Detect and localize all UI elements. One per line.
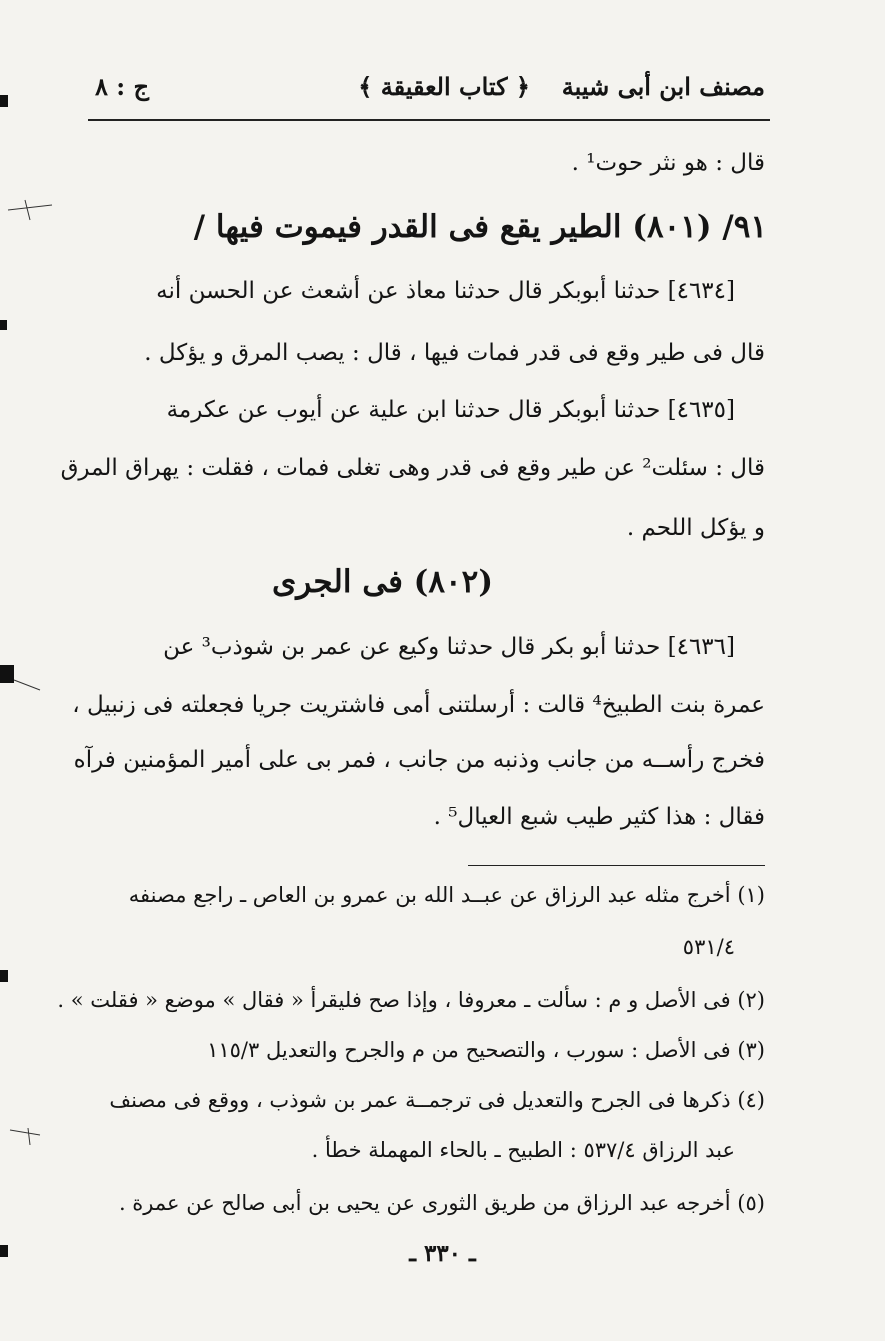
body-line: [٤٦٣٦] حدثنا أبو بكر قال حدثنا وكيع عن عمر بن شوذب³ عن bbox=[163, 634, 735, 660]
body-line: فخرج رأســه من جانب وذنبه من جانب ، فمر بى على أمير المؤمنين فرآه bbox=[73, 747, 765, 773]
footnote: (٥) أخرجه عبد الرزاق من طريق الثورى عن يحيى بن أبى صالح عن عمرة . bbox=[118, 1191, 765, 1215]
margin-marks bbox=[0, 0, 60, 1341]
body-line: [٤٦٣٤] حدثنا أبوبكر قال حدثنا معاذ عن أشعث عن الحسن أنه bbox=[156, 278, 735, 304]
body-line: عمرة بنت الطبيخ⁴ قالت : أرسلتنى أمى فاشتريت جريا فجعلته فى زنبيل ، bbox=[72, 692, 765, 718]
chapter-heading: ٩١/ (٨٠١) الطير يقع فى القدر فيموت فيها / bbox=[193, 209, 767, 245]
volume-number: ج : ٨ bbox=[95, 72, 149, 101]
body-line: فقال : هذا كثير طيب شبع العيال⁵ . bbox=[433, 804, 765, 830]
running-header bbox=[95, 72, 765, 112]
body-line: قال : هو نثر حوت¹ . bbox=[571, 150, 765, 176]
body-line: قال فى طير وقع فى قدر فمات فيها ، قال : يصب المرق و يؤكل . bbox=[144, 340, 765, 366]
footnote: (٣) فى الأصل : سورب ، والتصحيح من م والجرح والتعديل ١١٥/٣ bbox=[207, 1038, 765, 1062]
footnote: (٢) فى الأصل و م : سألت ـ معروفا ، وإذا صح فليقرأ « فقال » موضع « فقلت » . bbox=[57, 988, 765, 1012]
footnote: عبد الرزاق ٥٣٧/٤ : الطبيح ـ بالحاء المهملة خطأ . bbox=[311, 1138, 735, 1162]
footnote: (٤) ذكرها فى الجرح والتعديل فى ترجمــة عمر بن شوذب ، ووقع فى مصنف bbox=[109, 1088, 765, 1112]
body-line: [٤٦٣٥] حدثنا أبوبكر قال حدثنا ابن علية عن أيوب عن عكرمة bbox=[166, 397, 735, 423]
footnote-rule bbox=[468, 865, 765, 866]
footnote: ٥٣١/٤ bbox=[682, 935, 735, 959]
footnote: (١) أخرج مثله عبد الرزاق عن عبــد الله بن عمرو بن العاص ـ راجع مصنفه bbox=[128, 883, 765, 907]
body-line: و يؤكل اللحم . bbox=[626, 515, 765, 541]
body-line: قال : سئلت² عن طير وقع فى قدر وهى تغلى فمات ، فقلت : يهراق المرق bbox=[60, 455, 765, 481]
chapter-heading: (٨٠٢) فى الجرى bbox=[272, 564, 493, 600]
section-title: ﴿ كتاب العقيقة ﴾ bbox=[358, 72, 530, 101]
page-number: ـ ٣٣٠ ـ bbox=[409, 1240, 476, 1267]
book-title: مصنف ابن أبى شيبة bbox=[561, 72, 765, 101]
header-rule bbox=[88, 119, 770, 121]
